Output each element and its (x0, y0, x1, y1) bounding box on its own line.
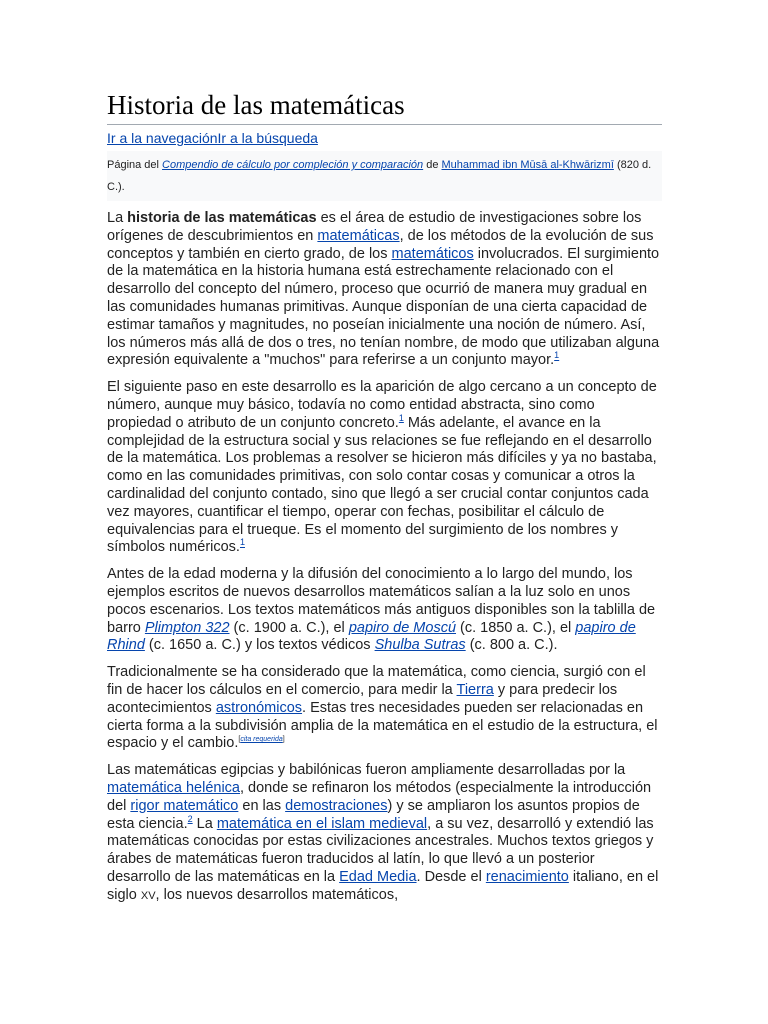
matematicos-link[interactable]: matemáticos (391, 245, 474, 262)
citation-needed: [cita requerida] (238, 736, 285, 744)
paragraph-intro (107, 210, 662, 370)
text: . Desde el (416, 868, 486, 885)
hatnote-text: de (423, 159, 442, 171)
shulba-sutras-link[interactable]: Shulba Sutras (374, 637, 466, 654)
hatnote-text: (820 d. C.). (107, 159, 652, 193)
hatnote-text: Página del (107, 159, 163, 171)
text: en las (238, 797, 286, 814)
paragraph-2 (107, 379, 662, 557)
al-khwarizmi-link[interactable]: Muhammad ibn Mūsā al-Khwārizmī (441, 159, 614, 171)
matematica-helenica-link[interactable]: matemática helénica (107, 779, 240, 796)
paragraph-5 (107, 762, 662, 905)
text: El siguiente paso en este desarrollo es la aparición de algo cercano a un concepto de número, aunque muy básico, todavía no como entidad abstracta, sino como propiedad o atributo de un conjunto concreto. (107, 379, 657, 431)
jump-links (107, 129, 662, 147)
text: involucrados. El surgimiento de la matemática en la historia humana está estrechamente relacionado con el desarrollo del concepto del número, proceso que ocurrió de manera muy gradual en las comunidades humanas primitivas. Aunque disponían de una cierta capacidad de estimar tamaños y magnitudes, no poseían inicialmente una noción de número. Así, los números más allá de dos o tres, no tenían nombre, de modo que utilizaban alguna expresión equivalente a "muchos" para referirse a un conjunto mayor. (107, 245, 660, 369)
papiro-de-moscu-link[interactable]: papiro de Moscú (348, 619, 457, 636)
text: (c. 1900 a. C.), el (229, 619, 349, 636)
text: italiano, en el siglo (107, 868, 659, 903)
paragraph-4 (107, 664, 662, 753)
text: y para predecir los acontecimientos (107, 681, 618, 716)
demostraciones-link[interactable]: demostraciones (285, 797, 388, 814)
hatnote (107, 151, 662, 201)
renacimiento-link[interactable]: renacimiento (485, 868, 569, 885)
text: Las matemáticas egipcias y babilónicas fueron ampliamente desarrolladas por la (107, 762, 626, 779)
reference-1[interactable] (554, 351, 559, 361)
tierra-link[interactable]: Tierra (456, 681, 494, 698)
reference-link[interactable]: 2 (187, 813, 193, 824)
citation-needed-link[interactable]: cita requerida (240, 736, 283, 744)
paragraph-3 (107, 566, 662, 655)
astronomicos-link[interactable]: astronómicos (215, 699, 303, 716)
text: , los nuevos desarrollos matemáticos, (155, 886, 399, 903)
text: La (192, 815, 217, 832)
article (107, 88, 662, 914)
text: Más adelante, el avance en la complejidad de la estructura social y sus relaciones se fue reflejando en el desarrollo de la matemática. Los problemas a resolver se hicieron más difíciles y ya no bastaba, como en las comunidades primitivas, con solo contar cosas y comunicar a otros la cardinalidad del conjunto contado, sino que llegó a ser crucial contar conjuntos cada vez mayores, cuantificar el tiempo, operar con fechas, posibilitar el cálculo de equivalencias para el trueque. Es el momento del surgimiento de los nombres y símbolos numéricos. (107, 414, 657, 556)
text: es el área de estudio de investigaciones sobre los orígenes de descubrimientos en (107, 210, 642, 244)
text: , donde se refinaron los métodos (especialmente la introducción del (107, 779, 652, 814)
text: Antes de la edad moderna y la difusión del conocimiento a lo largo del mundo, los ejemplos escritos de nuevos desarrollos matemáticos salían a la luz solo en unos pocos escenarios. Los textos matemáticos más antiguos disponibles son la tablilla de barro (107, 566, 656, 636)
text: (c. 1850 a. C.), el (456, 619, 576, 636)
jump-to-navigation-link[interactable]: Ir a la navegación (107, 130, 218, 146)
reference-link[interactable]: 1 (239, 537, 245, 548)
matematicas-link[interactable]: matemáticas (317, 227, 400, 244)
edad-media-link[interactable]: Edad Media (339, 868, 417, 885)
islam-medieval-link[interactable]: matemática en el islam medieval (216, 815, 428, 832)
reference-link[interactable]: 1 (398, 412, 404, 423)
text: , a su vez, desarrolló y extendió las matemáticas conocidas por estas civilizaciones ancestrales. Muchos textos griegos y árabes de matemáticas fueron traducidos al latín, lo que llevó a un posterior desarrollo de las matemáticas en la (107, 815, 654, 885)
text: , de los métodos de la evolución de sus conceptos y también en cierto grado, de los (107, 227, 654, 262)
papiro-de-rhind-link[interactable]: papiro de Rhind (107, 619, 636, 654)
page-title: Historia de las matemáticas (107, 88, 662, 125)
text: (c. 1650 a. C.) y los textos védicos (144, 637, 375, 654)
rigor-matematico-link[interactable]: rigor matemático (130, 797, 239, 814)
jump-to-search-link[interactable]: Ir a la búsqueda (217, 130, 318, 146)
reference-link[interactable]: 1 (554, 350, 560, 361)
text: (c. 800 a. C.). (465, 637, 558, 654)
compendio-link[interactable]: Compendio de cálculo por compleción y comparación (162, 159, 424, 171)
century-numeral: XV (140, 889, 156, 902)
reference-1[interactable] (240, 538, 245, 548)
bold-term: historia de las matemáticas (127, 210, 317, 226)
text: La (107, 210, 128, 226)
text: ) y se ampliaron los asuntos propios de esta ciencia. (107, 797, 640, 832)
text: . Estas tres necesidades pueden ser relacionadas en cierta forma a la subdivisión amplia de la matemática en el estudio de la estructura, el espacio y el cambio. (107, 699, 658, 752)
text: Tradicionalmente se ha considerado que la matemática, como ciencia, surgió con el fin de hacer los cálculos en el comercio, para medir la (107, 664, 646, 698)
plimpton-322-link[interactable]: Plimpton 322 (144, 619, 230, 636)
